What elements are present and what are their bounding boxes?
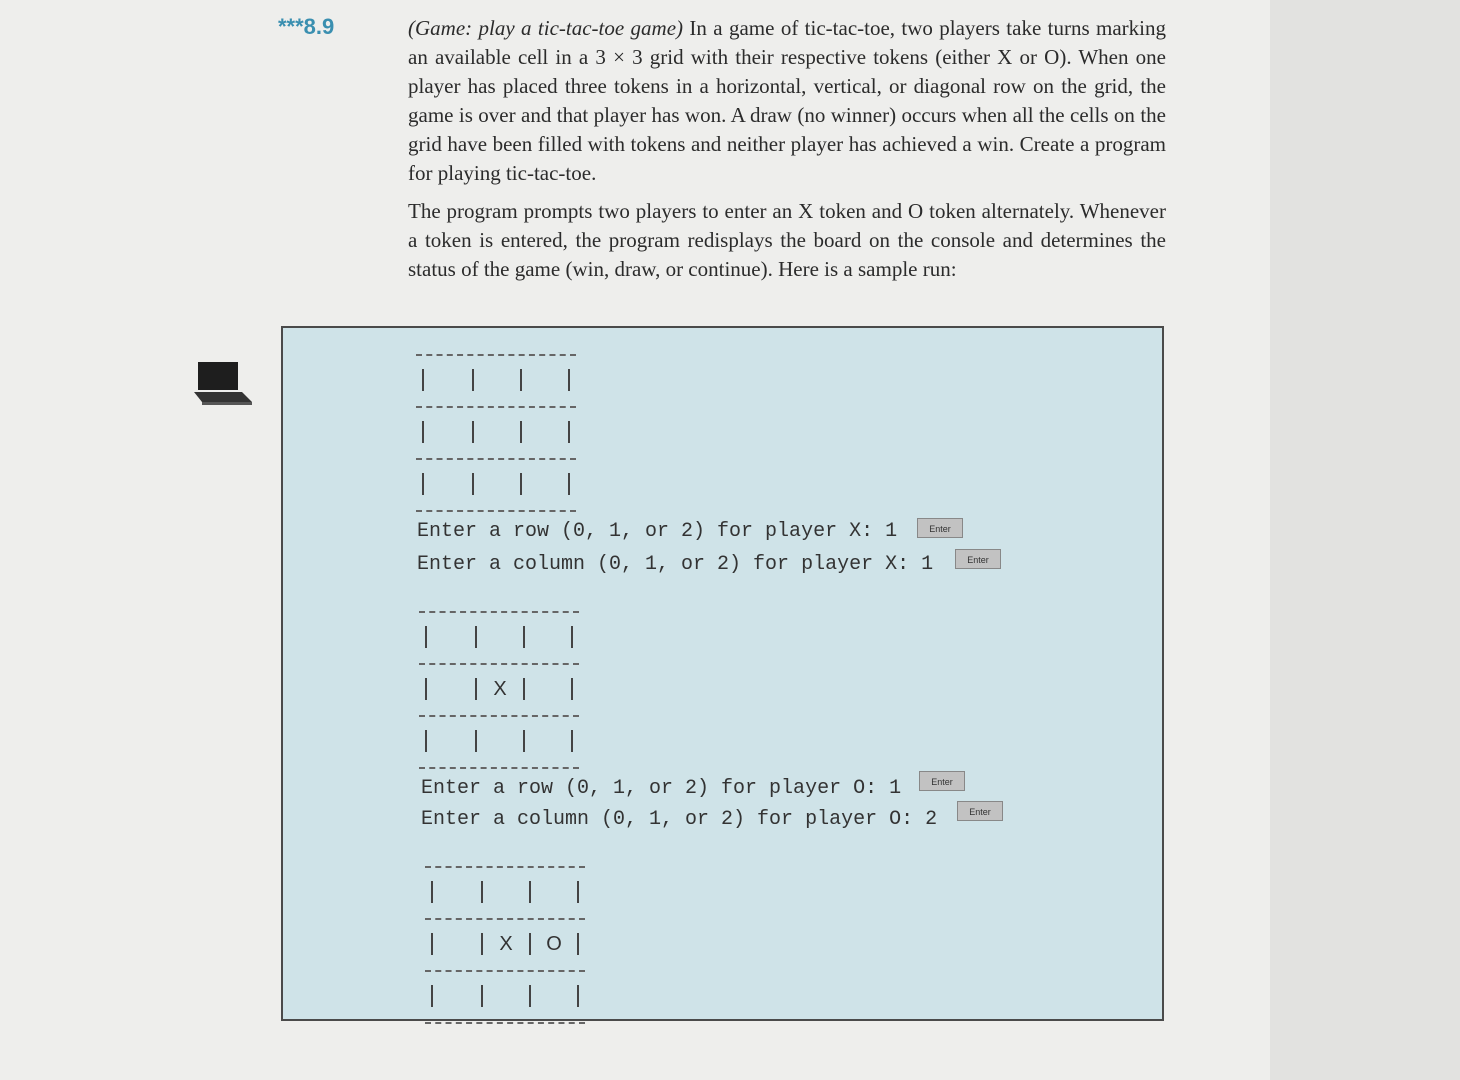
board-rule xyxy=(419,663,579,665)
board-cell-divider xyxy=(431,933,433,955)
board-cell-divider xyxy=(577,985,579,1007)
enter-key-icon: Enter xyxy=(957,801,1003,821)
board-cell-divider xyxy=(422,473,424,495)
prompt-column-o: Enter a column (0, 1, or 2) for player O: 2 xyxy=(421,808,938,831)
board-cell-divider xyxy=(475,626,477,648)
prompt-row-o: Enter a row (0, 1, or 2) for player O: 1 xyxy=(421,777,902,800)
board-cell-divider xyxy=(431,985,433,1007)
board-cell-divider xyxy=(472,473,474,495)
board-cell-divider xyxy=(425,678,427,700)
board-cell-divider xyxy=(523,626,525,648)
board-cell-divider xyxy=(481,933,483,955)
problem-paragraph-2: The program prompts two players to enter an X token and O token alternately. Whenever a token is entered, the program redisplays the board on the console and determines the status of the game (win, draw, or continue). Here is a sample run: xyxy=(408,199,1166,281)
board-cell-divider xyxy=(425,626,427,648)
board-rule xyxy=(425,918,585,920)
board-cell-divider xyxy=(472,421,474,443)
problem-title: (Game: play a tic-tac-toe game) xyxy=(408,16,684,40)
board-rule xyxy=(416,458,576,460)
board-rule xyxy=(419,611,579,613)
board-cell-divider xyxy=(472,369,474,391)
sample-run-console xyxy=(281,326,1164,1021)
laptop-icon xyxy=(194,360,254,408)
board-cell-divider xyxy=(529,881,531,903)
board-cell-divider xyxy=(475,678,477,700)
board-cell-divider xyxy=(568,369,570,391)
enter-key-icon: Enter xyxy=(955,549,1001,569)
prompt-column-x: Enter a column (0, 1, or 2) for player X: 1 xyxy=(417,553,934,576)
board-rule xyxy=(416,510,576,512)
board-cell-divider xyxy=(481,985,483,1007)
board-rule xyxy=(425,970,585,972)
board-rule xyxy=(425,1022,585,1024)
board-cell-divider xyxy=(523,730,525,752)
page-margin xyxy=(1270,0,1460,1080)
board-cell-divider xyxy=(523,678,525,700)
board-cell-divider xyxy=(520,369,522,391)
board-cell-divider xyxy=(571,626,573,648)
board-cell: O xyxy=(546,933,562,955)
board-cell-divider xyxy=(475,730,477,752)
board-cell-divider xyxy=(425,730,427,752)
board-cell-divider xyxy=(571,678,573,700)
board-cell-divider xyxy=(577,881,579,903)
board-cell-divider xyxy=(520,421,522,443)
prompt-row-x: Enter a row (0, 1, or 2) for player X: 1 xyxy=(417,520,898,543)
board-cell-divider xyxy=(568,473,570,495)
board-cell-divider xyxy=(577,933,579,955)
board-rule xyxy=(416,406,576,408)
board-cell-divider xyxy=(568,421,570,443)
board-cell: X xyxy=(499,933,513,955)
problem-paragraph-1 xyxy=(408,14,1166,188)
board-cell-divider xyxy=(529,933,531,955)
exercise-number: ***8.9 xyxy=(278,14,335,39)
board-cell-divider xyxy=(520,473,522,495)
board-cell-divider xyxy=(422,421,424,443)
enter-key-icon: Enter xyxy=(917,518,963,538)
board-rule xyxy=(419,767,579,769)
board-cell-divider xyxy=(431,881,433,903)
problem-statement xyxy=(408,14,1166,293)
problem-paragraph-1-text: In a game of tic-tac-toe, two players take turns marking an available cell in a 3 × 3 grid with their respective tokens (either X or O). When one player has placed three tokens in a horizontal, vertical, or diagonal row on the grid, the game is over and that player has won. A draw (no winner) occurs when all the cells on the grid have been filled with tokens and neither player has achieved a win. Create a program for playing tic-tac-toe. xyxy=(408,16,1166,185)
board-cell-divider xyxy=(481,881,483,903)
board-cell: X xyxy=(493,678,507,700)
board-rule xyxy=(416,354,576,356)
board-cell-divider xyxy=(571,730,573,752)
board-rule xyxy=(425,866,585,868)
board-cell-divider xyxy=(529,985,531,1007)
enter-key-icon: Enter xyxy=(919,771,965,791)
board-cell-divider xyxy=(422,369,424,391)
board-rule xyxy=(419,715,579,717)
